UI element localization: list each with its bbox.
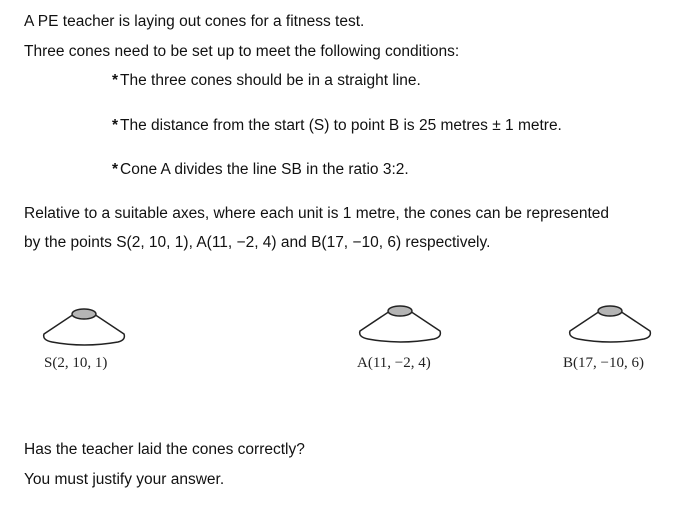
condition-marker: *: [112, 72, 119, 89]
axes-line-2: by the points S(2, 10, 1), A(11, −2, 4) and B(17, −10, 6) respectively.: [24, 234, 491, 251]
cone-b-icon: [564, 301, 656, 343]
condition-2: [112, 116, 562, 136]
condition-marker: *: [112, 161, 119, 178]
cone-s-label: S(2, 10, 1): [44, 355, 108, 371]
cone-a-label: A(11, −2, 4): [357, 355, 431, 371]
intro-line-2: Three cones need to be set up to meet the following conditions:: [24, 43, 460, 60]
cone-b-label: B(17, −10, 6): [563, 355, 644, 371]
condition-marker: *: [112, 117, 119, 134]
cone-s-icon: [38, 304, 130, 346]
question-line-2: You must justify your answer.: [24, 471, 225, 488]
intro-line-1: A PE teacher is laying out cones for a fitness test.: [24, 13, 365, 30]
question-line-1: Has the teacher laid the cones correctly?: [24, 441, 305, 458]
condition-3: [112, 160, 409, 180]
cone-a-icon: [354, 301, 446, 343]
condition-text: Cone A divides the line SB in the ratio 3:2.: [120, 161, 409, 178]
condition-text: The three cones should be in a straight line.: [120, 72, 421, 89]
axes-line-1: Relative to a suitable axes, where each unit is 1 metre, the cones can be represented: [24, 205, 610, 222]
condition-1: [112, 71, 421, 91]
condition-text: The distance from the start (S) to point B is 25 metres ± 1 metre.: [120, 117, 562, 134]
